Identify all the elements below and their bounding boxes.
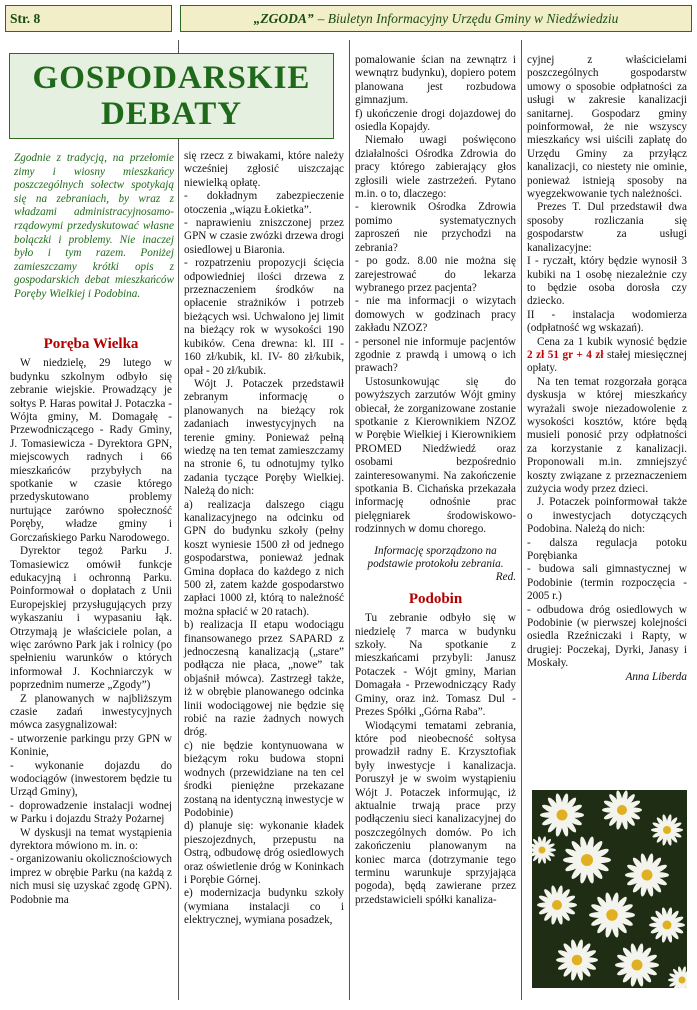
list-item: - kierownik Ośrodka Zdrowia pomimo systematycznych zaproszeń nie przychodzi na zebrania? bbox=[355, 201, 516, 254]
signature-author: Anna Liberda bbox=[625, 670, 687, 683]
list-item: - dalsza regulacja potoku Porębianka bbox=[527, 536, 687, 563]
bulletin-header bbox=[180, 5, 692, 32]
list-item: c) nie będzie kontynuowana w bieżącym roku budowa stopni wodnych (przewidziane na ten cel środki pieniężne przekazane zostaną na identyczną inwestycje w Podobinie) bbox=[184, 739, 344, 819]
list-item: - organizowaniu okolicznościowych imprez w obrębie Parku (na każdą z nich musi się uzyskać zgodę GPN). Podobnie ma bbox=[10, 853, 172, 906]
paragraph: Tu zebranie odbyło się w niedzielę 7 marca w budynku szkoły. Na spotkanie z mieszkańcami przybyli: Janusz Potaczek - Wójt gminy, Marian Domagała - Przewodniczący Rady Gminy, oraz inż. Tomasz Dul - Prezes Spółki „Górna Raba”. bbox=[355, 612, 516, 719]
list-item: - naprawieniu zniszczonej przez GPN w czasie zwózki drzewa drogi osiedlowej u Biaronia. bbox=[184, 217, 344, 256]
title-line-1: GOSPODARSKIE bbox=[32, 60, 311, 96]
paragraph: Niemało uwagi poświęcono działalności Ośrodka Zdrowia do pracy którego zabierający głos zgłosili wiele zastrzeżeń. Pytano m.in. o to, dlaczego: bbox=[355, 134, 516, 201]
paragraph: W dyskusji na temat wystąpienia dyrektora mówiono m. in. o: bbox=[10, 826, 172, 853]
paragraph: Wiodącymi tematami zebrania, które pod nieobecność sołtysa prowadził radny E. Krzysztofiak były inwestycje i kanalizacja. Poruszył je w swoim wystąpieniu Wójt J. Potaczek informując, iż aktualnie trwają prace przy podłączeniu sieci kanalizacyjnej do poszczególnych domów. Po ich zakończeniu planowanym na koniec marca (dotrzymanie tego terminu warunkuje sprzyjająca pogoda), będą zawierane przez przedstawicieli spółki kanaliza- bbox=[355, 719, 516, 906]
price-text-a: Cena za 1 kubik wynosić będzie bbox=[537, 335, 687, 348]
paragraph: pomalowanie ścian na zewnątrz i wewnątrz budynku), dopiero potem planowana jest rozbudowa gimnazjum. bbox=[355, 54, 516, 107]
list-item: - po godz. 8.00 nie można się zarejestrować do lekarza wybranego przez pacjenta? bbox=[355, 255, 516, 294]
paragraph: Z planowanych w najbliższym czasie zadań inwestycyjnych mówca zasygnalizował: bbox=[10, 692, 172, 732]
source-note: Informację sporządzono na podstawie protokołu zebrania. bbox=[367, 544, 504, 571]
paragraph: Ustosunkowując się do powyższych zarzutów Wójt gminy obiecał, że zorganizowane zostanie spotkanie z Kierownikiem NZOZ w Porębie Wielkiej i Kierownikiem PROMED Niedźwiedź oraz osobami bezpośrednio zainteresowanymi. Na zakończenie spotkania B. Cichańska przekazała informację odnośnie prac pielęgniarek środowiskowo-rodzinnych w domu chorego. bbox=[355, 375, 516, 536]
price-text-b: stałej miesięcznej opłaty. bbox=[527, 348, 687, 375]
paragraph: cyjnej z właścicielami poszczególnych gospodarstw umowy o sposobie odpłatności za usługi w zakresie kanalizacji sanitarnej. Gospodarz gminy poinformował, że nie wszyscy mieszkańcy wsi uiścili zapłatę do Urzędu Gminy za przyłącz kanalizacji, co niestety nie ominie, ponieważ istnieją sposoby na wyegzekwowanie tych należności. bbox=[527, 54, 687, 201]
article-title bbox=[9, 53, 334, 139]
list-item: - rozpatrzeniu propozycji ścięcia odpowiedniej ilości drzewa z przeznaczeniem środków na opłacenie strażników i potrzeb bieżących wsi. Uchwalono jej limit na bieżący rok w wysokości 190 kubików. Cena drewna: kl. III - 160 zł/kubik, kl. IV- 80 zł/kubik, opał - 20 zł/kubik. bbox=[184, 257, 344, 377]
list-item: - utworzenie parkingu przy GPN w Koninie, bbox=[10, 732, 172, 759]
bulletin-subtitle: – Biuletyn Informacyjny Urzędu Gminy w Niedźwiedziu bbox=[317, 10, 619, 26]
daisy-flowers-photo bbox=[532, 790, 687, 988]
section-title-poreba: Poręba Wielka bbox=[43, 336, 139, 352]
list-item: b) realizacja II etapu wodociągu finansowanego przez SAPARD z jednoczesną kanalizacją („stare” podłącza nie płaca, „nowe” tak objaśnił mówca). Zastrzegł także, iż w obrębie planowanego odcinka linii wodociągowej nie będzie się robić na razie żadnych nowych dróg. bbox=[184, 619, 344, 739]
paragraph: Na ten temat rozgorzała gorąca dyskusja w której mieszkańcy wyrażali swoje niezadowolenie z wysokości kosztów, które będą musieli ponosić przy odpłatności za korzystanie z kanalizacji. Proponowali m.in. zmniejszyć koszty związane z przeznaczeniem zużycia wody przez dzieci. bbox=[527, 375, 687, 495]
price-paragraph bbox=[527, 336, 687, 376]
list-item: - odbudowa dróg osiedlowych w Podobinie (w pierwszej kolejności osiedla Rzeźniczaki i Rapty, w drugiej: Poczekaj, Dyrki, Janasy i Moskały. bbox=[527, 603, 687, 670]
paragraph: Dyrektor tegoż Parku J. Tomasiewicz omówił funkcje edukacyjną i ochronną Parku. Poinformował o dopłatach z Unii Europejskiej przysługujących przy wykaszaniu i wypasaniu łąk. Otrzymają je właściciele polan, a więc zarówno Park jak i rolnicy (po spełnieniu warunków o których informował J. Kochniarczyk w poprzednim numerze „Zgody”) bbox=[10, 545, 172, 692]
paragraph: J. Potaczek poinformował także o inwestycjach dotyczących Podobina. Należą do nich: bbox=[527, 496, 687, 536]
list-item: - budowa sali gimnastycznej w Podobinie (termin rozpoczęcia - 2005 r.) bbox=[527, 563, 687, 603]
list-item: - personel nie informuje pacjentów zgodnie z prawdą i umową o ich prawach? bbox=[355, 335, 516, 375]
list-item: f) ukończenie drogi dojazdowej do osiedla Kopajdy. bbox=[355, 107, 516, 134]
paragraph: Prezes T. Dul przedstawił dwa sposoby rozliczania się gospodarstw za usługi kanalizacyjne: bbox=[527, 201, 687, 254]
list-item: I - ryczałt, który będzie wynosił 3 kubiki na 1 osobę niezależnie czy to będzie osoba dorosła czy dziecko. bbox=[527, 255, 687, 308]
article-lead: Zgodnie z tradycją, na przełomie zimy i wiosny mieszkańcy poszczególnych sołectw spotykają się na zebraniach, by wraz z władzami administracyjnosamo-rządowymi przedyskutować własne bolączki i problemy. Nie inaczej było i tym razem. Poniżej zamieszczamy krótki opis z gospodarskich debat mieszkańców Poręby Wielkiej i Podobina. bbox=[14, 152, 174, 300]
list-item: a) realizacja dalszego ciągu kanalizacyjnego na odcinku od GPN do budynku szkoły (pełny koszt wyniesie 1500 zł od jednego gospodarstwa, ponieważ jednak Gmina dopłaca do każdego z nich 500 zł, zatem każde gospodarstwo zapłaci 1000 zł, którą to należność można spłacić w 20 ratach). bbox=[184, 498, 344, 618]
list-item: - wykonanie dojazdu do wodociągów (inwestorem będzie tu Urząd Gminy), bbox=[10, 759, 172, 799]
page-number bbox=[5, 5, 172, 32]
list-item: II - instalacja wodomierza (odpłatność wg wskazań). bbox=[527, 308, 687, 335]
page-number-text: Str. 8 bbox=[10, 10, 41, 26]
paragraph: W niedzielę, 29 lutego w budynku szkolnym odbyło się zebranie wiejskie. Prowadzący je sołtys P. Haras powitał J. Potaczka - Wójta gminy, M. Domagałę - Przewodniczącego - Rady Gminy, J. Tomasiewicza - Dyrektora GPN, miejscowych radnych i 66 mieszkańców przybyłych na spotkanie w czasie którego przedyskutowano problemy nurtujące zarówno społeczność Poręby, władze gminy i Gorczańskiego Parku Narodowego. bbox=[10, 357, 172, 544]
price-value: 2 zł 51 gr + 4 zł bbox=[527, 348, 604, 361]
column-2 bbox=[184, 150, 344, 928]
list-item: - doprowadzenie instalacji wodnej w Parku i dojazdu Straży Pożarnej bbox=[10, 799, 172, 826]
list-item: - dokładnym zabezpieczenie otoczenia „wiązu Łokietka”. bbox=[184, 190, 344, 216]
column-1 bbox=[10, 330, 172, 907]
signature-red: Red. bbox=[495, 571, 516, 584]
paragraph: się rzecz z biwakami, które należy wcześniej zgłosić uiszczając niewielką opłatę. bbox=[184, 150, 344, 189]
bulletin-name: „ZGODA” bbox=[253, 10, 314, 26]
list-item: e) modernizacja budynku szkoły (wymiana instalacji co i elektrycznej, wymiana posadzek, bbox=[184, 887, 344, 927]
section-title-podobin: Podobin bbox=[408, 590, 463, 607]
daisy-illustration bbox=[532, 790, 687, 988]
column-4 bbox=[527, 54, 687, 684]
list-item: - nie ma informacji o wizytach domowych w godzinach pracy zakładu NZOZ? bbox=[355, 295, 516, 335]
column-3 bbox=[355, 54, 516, 907]
list-item: d) planuje się: wykonanie kładek pieszojezdnych, przepustu na Ostrą, odbudowę dróg osiedlowych oraz oświetlenie dróg w Koninkach i Porębie Górnej. bbox=[184, 820, 344, 886]
title-line-2: DEBATY bbox=[100, 96, 243, 132]
paragraph: Wójt J. Potaczek przedstawił zebranym informację o planowanych na bieżący rok zadaniach inwestycyjnych na terenie gminy. Ponieważ pełną wiedzę na ten temat zamieszczamy na stronie 6, tu odnotujmy tylko zadania tyczące Poręby Wielkiej. Należą do nich: bbox=[184, 377, 344, 498]
